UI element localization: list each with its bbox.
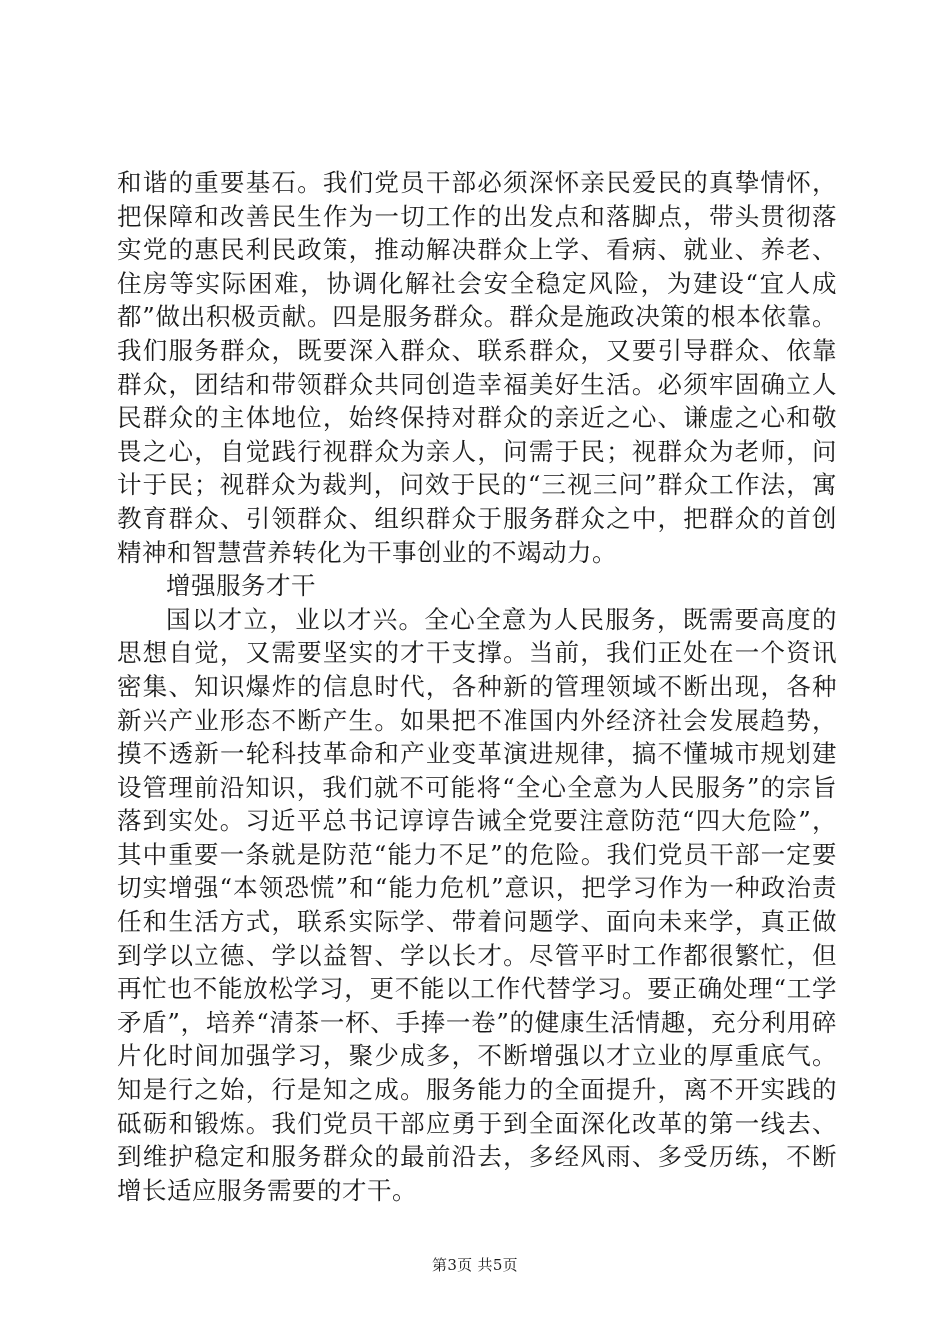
section-heading: 增强服务才干 <box>166 571 316 601</box>
paragraph-serve-masses: 和谐的重要基石。我们党员干部必须深怀亲民爱民的真挚情怀，把保障和改善民生作为一切工作的出发点和落脚点，带头贯彻落实党的惠民利民政策，推动解决群众上学、看病、就业、养老、住房等实际困难，协调化解社会安全稳定风险，为建设“宜人成都”做出积极贡献。四是服务群众。群众是施政决策的根本依靠。我们服务群众，既要深入群众、联系群众，又要引导群众、依靠群众，团结和带领群众共同创造幸福美好生活。必须牢固确立人民群众的主体地位，始终保持对群众的亲近之心、谦虚之心和敬畏之心，自觉践行视群众为亲人，问需于民；视群众为老师，问计于民；视群众为裁判，问效于民的“三视三问”群众工作法，寓教育群众、引领群众、组织群众于服务群众之中，把群众的首创精神和智慧营养转化为干事创业的不竭动力。 <box>117 168 837 567</box>
page-footer: 第3页 共5页 <box>432 1256 518 1274</box>
paragraph-service-talent: 国以才立，业以才兴。全心全意为人民服务，既需要高度的思想自觉，又需要坚实的才干支撑。当前，我们正处在一个资讯密集、知识爆炸的信息时代，各种新的管理领域不断出现，各种新兴产业形态不断产生。如果把不准国内外经济社会发展趋势，摸不透新一轮科技革命和产业变革演进规律，搞不懂城市规划建设管理前沿知识，我们就不可能将“全心全意为人民服务”的宗旨落到实处。习近平总书记谆谆告诫全党要注意防范“四大危险”，其中重要一条就是防范“能力不足”的危险。我们党员干部一定要切实增强“本领恐慌”和“能力危机”意识，把学习作为一种政治责任和生活方式，联系实际学、带着问题学、面向未来学，真正做到学以立德、学以益智、学以长才。尽管平时工作都很繁忙，但再忙也不能放松学习，更不能以工作代替学习。要正确处理“工学矛盾”，培养“清茶一杯、手捧一卷”的健康生活情趣，充分利用碎片化时间加强学习，聚少成多，不断增强以才立业的厚重底气。知是行之始，行是知之成。服务能力的全面提升，离不开实践的砥砺和锻炼。我们党员干部应勇于到全面深化改革的第一线去、到维护稳定和服务群众的最前沿去，多经风雨、多受历练，不断增长适应服务需要的才干。 <box>117 604 837 1205</box>
document-body <box>117 166 837 1207</box>
